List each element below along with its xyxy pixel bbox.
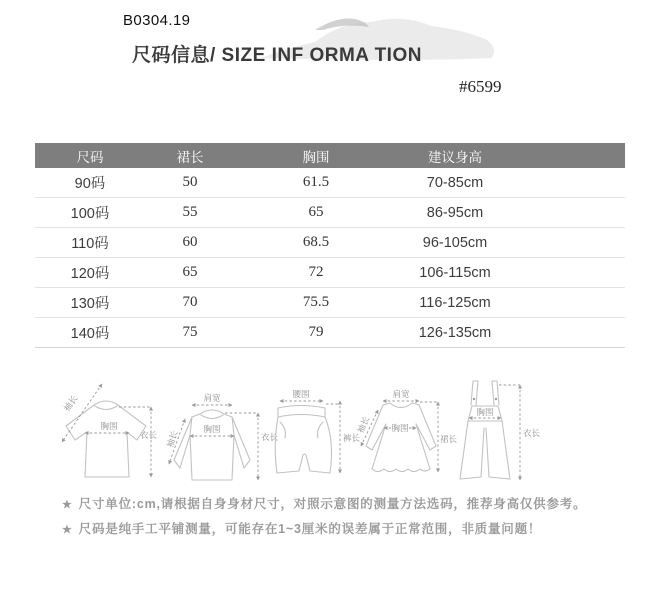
dress-chest-label: 胸围 bbox=[391, 423, 409, 433]
column-header-chest: 胸围 bbox=[302, 149, 330, 165]
measurement-diagrams bbox=[28, 372, 593, 490]
column-header-height: 建议身高 bbox=[428, 149, 482, 165]
size-cell: 130码 bbox=[70, 296, 110, 312]
note-line bbox=[62, 496, 586, 513]
size-cell: 140码 bbox=[70, 326, 110, 342]
note-line bbox=[62, 521, 586, 538]
size-cell: 100码 bbox=[70, 206, 110, 222]
chest-cell: 68.5 bbox=[302, 234, 330, 250]
long-sleeve-sleeve-length-label: 袖长 bbox=[164, 429, 180, 449]
chest-cell: 79 bbox=[308, 324, 324, 340]
long-sleeve-chest-label: 胸围 bbox=[203, 424, 221, 434]
chest-cell: 65 bbox=[308, 204, 324, 220]
size-cell: 110码 bbox=[71, 236, 109, 252]
tshirt-sleeve-length-label: 袖长 bbox=[61, 393, 80, 414]
skirt-length-cell: 60 bbox=[182, 234, 198, 250]
dress-shoulder-label: 肩宽 bbox=[392, 389, 410, 399]
height-cell: 126-135cm bbox=[418, 324, 492, 341]
height-cell: 116-125cm bbox=[419, 294, 491, 311]
dress-skirt-length-label: 裙长 bbox=[440, 434, 458, 444]
skirt-length-cell: 70 bbox=[182, 294, 198, 310]
tshirt-length-label: 衣长 bbox=[140, 430, 158, 440]
style-number: #6599 bbox=[459, 77, 502, 96]
column-header-size: 尺码 bbox=[76, 149, 104, 165]
overalls-diagram bbox=[460, 381, 541, 480]
overalls-chest-label: 胸围 bbox=[476, 407, 494, 417]
size-cell: 120码 bbox=[70, 266, 110, 282]
skirt-length-cell: 55 bbox=[182, 204, 198, 220]
table-row bbox=[35, 318, 625, 348]
table-row bbox=[35, 228, 625, 258]
notes bbox=[62, 496, 586, 546]
chest-cell: 61.5 bbox=[302, 174, 330, 190]
tshirt-chest-label: 胸围 bbox=[100, 421, 118, 431]
table-row bbox=[35, 258, 625, 288]
note-text: 尺寸单位:cm,请根据自身身材尺寸，对照示意图的测量方法选码，推荐身高仅供参考。 bbox=[78, 497, 587, 511]
column-header-skirt-length: 裙长 bbox=[176, 149, 204, 165]
shorts-diagram bbox=[275, 389, 360, 473]
size-cell: 90码 bbox=[74, 176, 106, 192]
dress-sleeve-length-label: 袖长 bbox=[355, 414, 372, 435]
overalls-length-label: 衣长 bbox=[523, 428, 541, 438]
long-sleeve-shoulder-label: 肩宽 bbox=[203, 393, 221, 403]
table-row bbox=[35, 198, 625, 228]
shorts-waist-label: 腰围 bbox=[292, 389, 310, 399]
tshirt-diagram bbox=[62, 384, 158, 477]
chest-cell: 72 bbox=[308, 264, 324, 280]
size-table-header-row bbox=[35, 143, 625, 168]
skirt-length-cell: 75 bbox=[182, 324, 198, 340]
shorts-pants-length-label: 裤长 bbox=[343, 433, 361, 443]
height-cell: 86-95cm bbox=[426, 204, 484, 221]
chest-cell: 75.5 bbox=[302, 294, 330, 310]
height-cell: 70-85cm bbox=[426, 174, 484, 191]
long-sleeve-length-label: 衣长 bbox=[261, 432, 279, 442]
star-icon: ★ bbox=[62, 499, 73, 511]
table-row bbox=[35, 288, 625, 318]
long-sleeve-top-diagram bbox=[165, 393, 279, 480]
product-code: B0304.19 bbox=[123, 12, 191, 29]
size-table bbox=[35, 143, 625, 348]
height-cell: 96-105cm bbox=[422, 234, 488, 251]
dress-diagram bbox=[355, 389, 457, 472]
note-text: 尺码是纯手工平铺测量，可能存在1~3厘米的误差属于正常范围，非质量问题！ bbox=[78, 522, 542, 536]
page-title: 尺码信息/ SIZE INF ORMA TION bbox=[132, 45, 422, 66]
table-row bbox=[35, 168, 625, 198]
skirt-length-cell: 50 bbox=[182, 174, 198, 190]
height-cell: 106-115cm bbox=[419, 264, 491, 281]
skirt-length-cell: 65 bbox=[182, 264, 198, 280]
star-icon: ★ bbox=[62, 524, 73, 536]
